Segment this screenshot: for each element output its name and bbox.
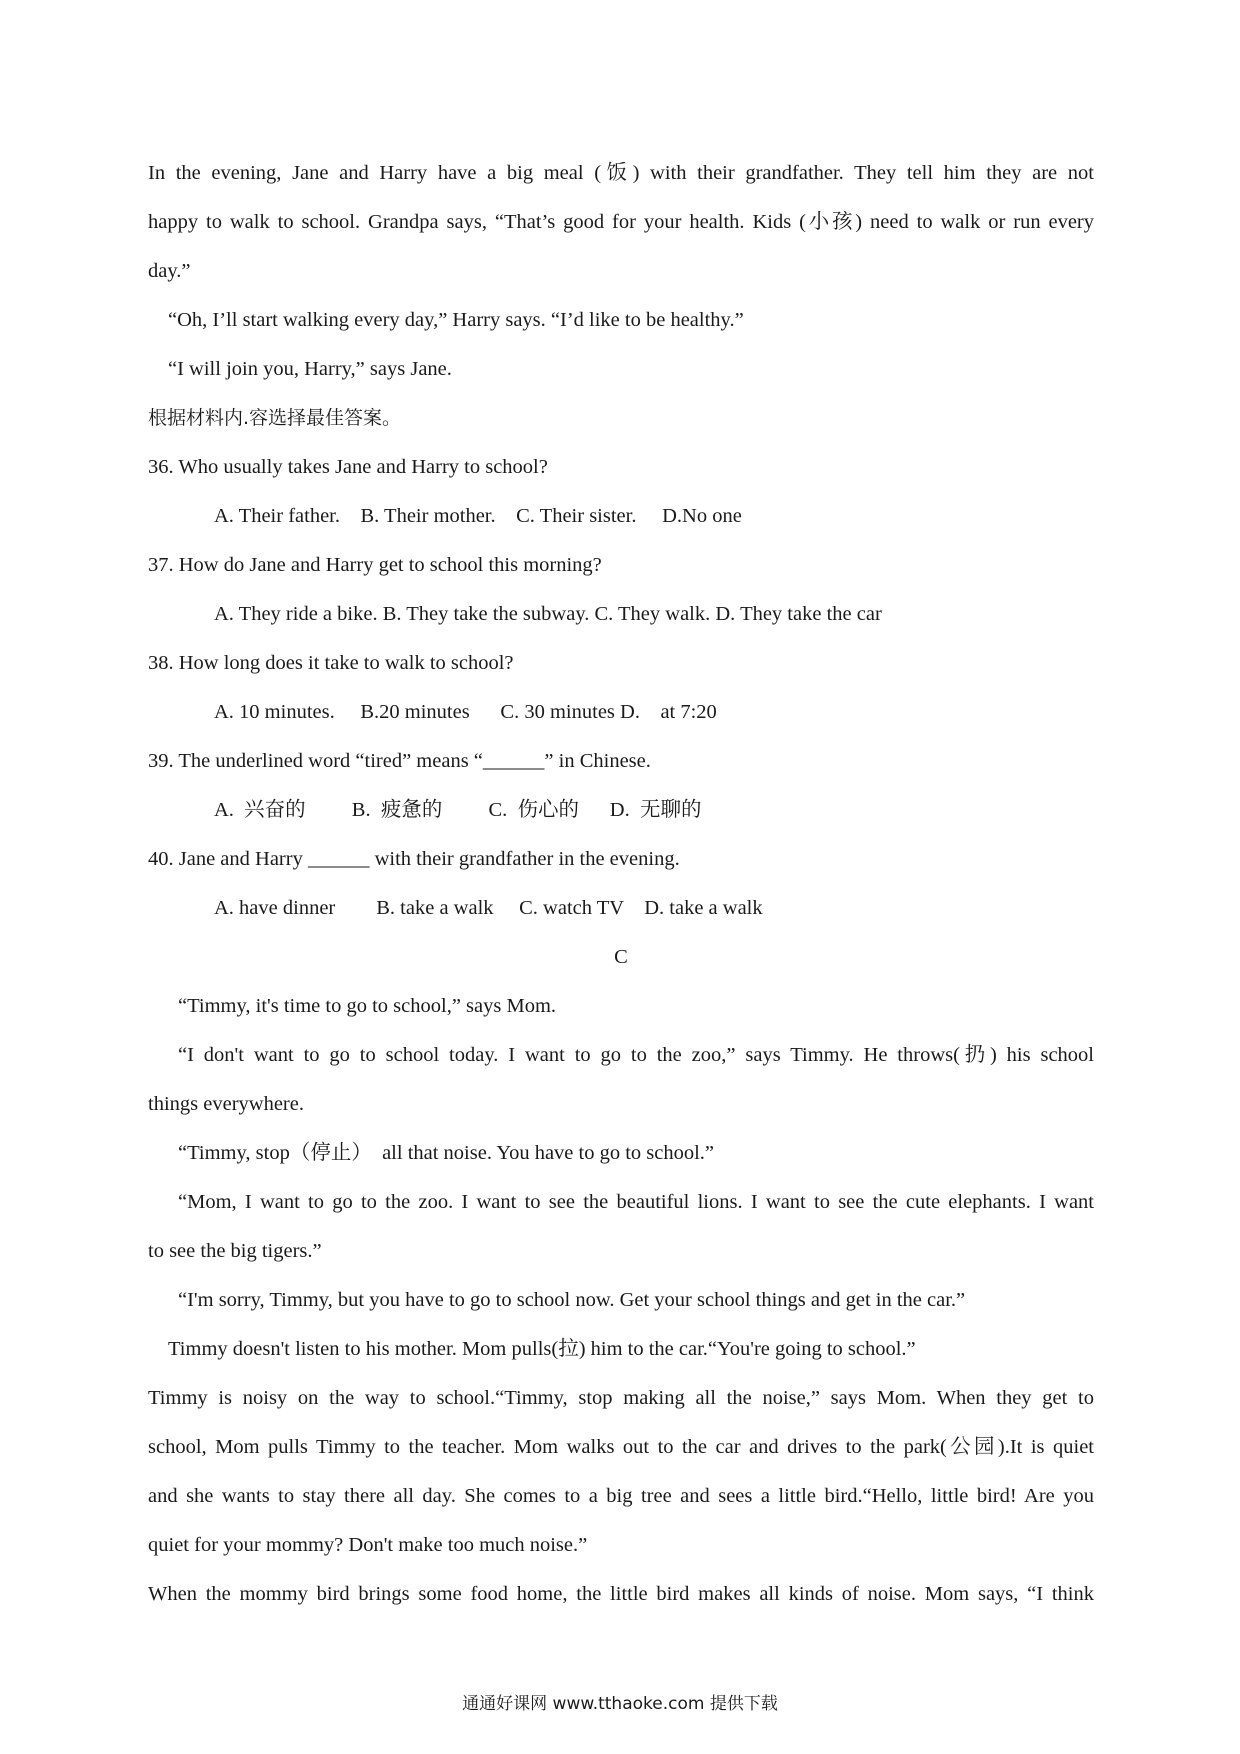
- text-line: to see the big tigers.”: [148, 1240, 322, 1262]
- text-line: In the evening, Jane and Harry have a big meal (饭) with their grandfather. They tell him they are not: [148, 162, 1094, 184]
- text-line: “Mom, I want to go to the zoo. I want to see the beautiful lions. I want to see the cute elephants. I want: [178, 1191, 1094, 1213]
- text-line: “I don't want to go to school today. I want to go to the zoo,” says Timmy. He throws(扔) his school: [178, 1044, 1094, 1066]
- text-line: “I'm sorry, Timmy, but you have to go to school now. Get your school things and get in the car.”: [178, 1289, 966, 1311]
- question-38: 38. How long does it take to walk to school?: [148, 652, 514, 674]
- question-39: 39. The underlined word “tired” means “______” in Chinese.: [148, 750, 651, 772]
- question-36: 36. Who usually takes Jane and Harry to school?: [148, 456, 548, 478]
- text-line: “Oh, I’ll start walking every day,” Harry says. “I’d like to be healthy.”: [168, 309, 744, 331]
- text-line: quiet for your mommy? Don't make too much noise.”: [148, 1534, 588, 1556]
- question-40: 40. Jane and Harry ______ with their grandfather in the evening.: [148, 848, 680, 870]
- question-36-options: A. Their father. B. Their mother. C. Their sister. D.No one: [214, 505, 742, 527]
- question-40-options: A. have dinner B. take a walk C. watch TV D. take a walk: [214, 897, 763, 919]
- question-38-options: A. 10 minutes. B.20 minutes C. 30 minutes D. at 7:20: [214, 701, 717, 723]
- page-footer: 通通好课网 www.tthaoke.com 提供下载: [462, 1694, 778, 1714]
- text-line: things everywhere.: [148, 1093, 304, 1115]
- question-39-options: A. 兴奋的 B. 疲惫的 C. 伤心的 D. 无聊的: [214, 799, 702, 821]
- text-line: “Timmy, it's time to go to school,” says Mom.: [178, 995, 557, 1017]
- text-line: school, Mom pulls Timmy to the teacher. Mom walks out to the car and drives to the park(公园).It is quiet: [148, 1436, 1094, 1458]
- text-line: Timmy doesn't listen to his mother. Mom pulls(拉) him to the car.“You're going to school.”: [168, 1338, 916, 1360]
- text-line: and she wants to stay there all day. She comes to a big tree and sees a little bird.“Hello, little bird! Are you: [148, 1485, 1094, 1507]
- text-line: When the mommy bird brings some food home, the little bird makes all kinds of noise. Mom says, “I think: [148, 1583, 1094, 1605]
- instruction-text: 根据材料内.容选择最佳答案。: [148, 407, 402, 429]
- question-37: 37. How do Jane and Harry get to school this morning?: [148, 554, 602, 576]
- text-line: “I will join you, Harry,” says Jane.: [168, 358, 452, 380]
- text-line: day.”: [148, 260, 191, 282]
- text-line: happy to walk to school. Grandpa says, “That’s good for your health. Kids (小孩) need to walk or run every: [148, 211, 1094, 233]
- text-line: Timmy is noisy on the way to school.“Timmy, stop making all the noise,” says Mom. When they get to: [148, 1387, 1094, 1409]
- section-heading: C: [614, 946, 628, 968]
- question-37-options: A. They ride a bike. B. They take the subway. C. They walk. D. They take the car: [214, 603, 882, 625]
- text-line: “Timmy, stop（停止） all that noise. You have to go to school.”: [178, 1142, 715, 1164]
